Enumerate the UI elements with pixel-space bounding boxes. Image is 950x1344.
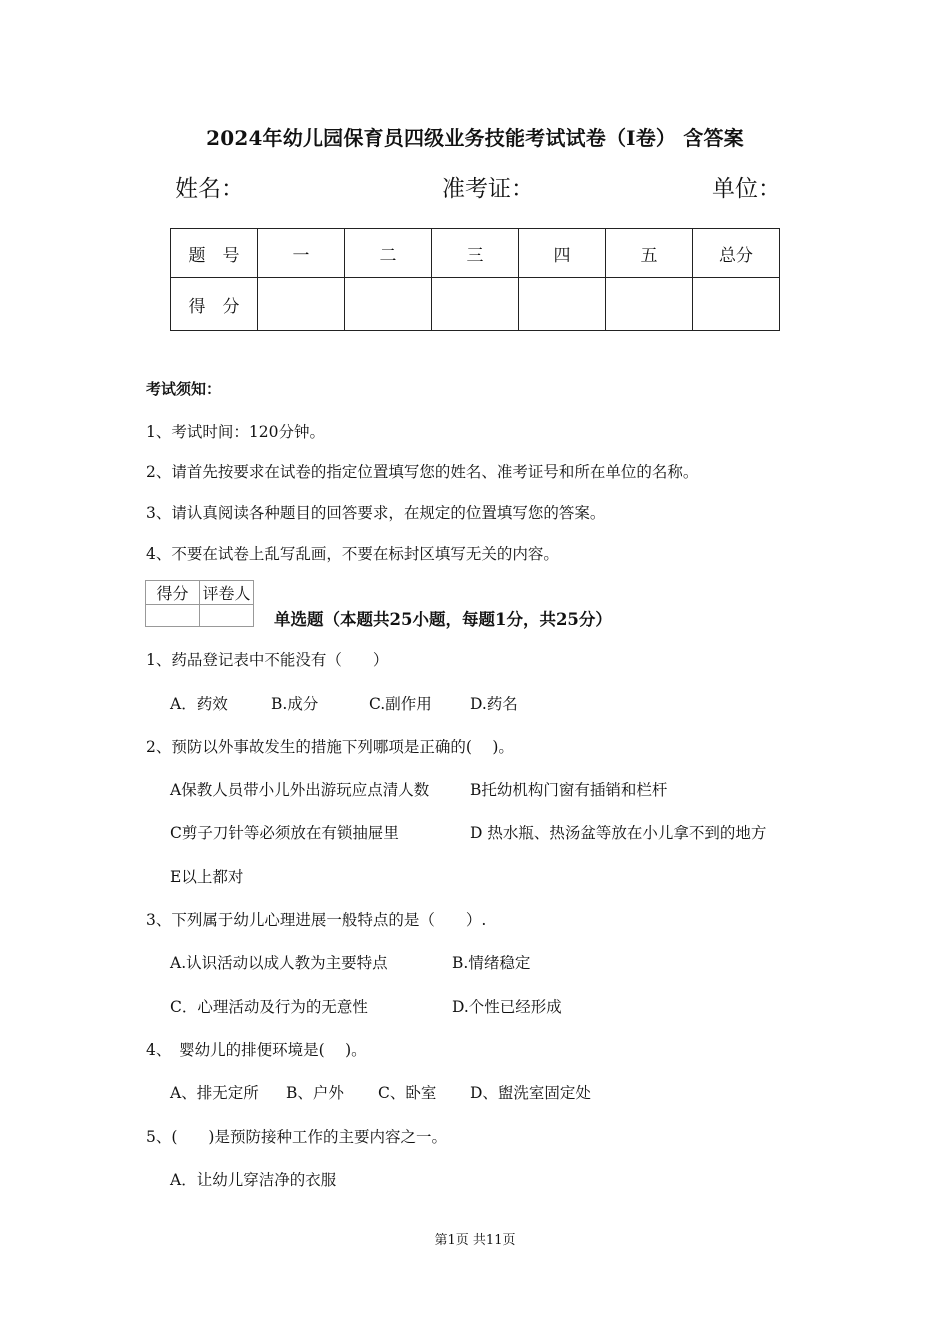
question-stem: 1、药品登记表中不能没有（ ）	[146, 651, 389, 669]
notice-item: 4、不要在试卷上乱写乱画，不要在标封区填写无关的内容。	[146, 545, 559, 563]
page-title: 2024年幼儿园保育员四级业务技能考试试卷（I卷） 含答案	[206, 126, 744, 150]
question-stem: 3、下列属于幼儿心理进展一般特点的是（ ）.	[146, 911, 487, 929]
score-cell[interactable]	[258, 278, 345, 331]
option-a: A．药效	[170, 695, 228, 713]
option-c: C剪子刀针等必须放在有锁抽屉里	[170, 824, 399, 842]
score-table-header-cell: 二	[345, 229, 432, 278]
score-table-header-cell: 题 号	[171, 229, 258, 278]
score-table	[170, 228, 780, 331]
score-table-header-cell: 四	[519, 229, 606, 278]
grader-name-label: 评卷人	[200, 581, 254, 605]
grader-box	[145, 580, 254, 627]
score-cell[interactable]	[606, 278, 693, 331]
name-field-label: 姓名：	[175, 176, 244, 202]
option-e: E以上都对	[170, 868, 244, 886]
option-c: C、卧室	[378, 1084, 437, 1102]
grader-score-cell[interactable]	[146, 605, 200, 627]
option-b: B.情绪稳定	[452, 954, 531, 972]
option-c: C．心理活动及行为的无意性	[170, 998, 368, 1016]
option-a: A、排无定所	[170, 1084, 259, 1102]
grader-name-cell[interactable]	[200, 605, 254, 627]
option-a: A.认识活动以成人教为主要特点	[170, 954, 388, 972]
exam-id-field-label: 准考证：	[442, 176, 534, 202]
option-b: B托幼机构门窗有插销和栏杆	[470, 781, 668, 799]
score-table-header-cell: 五	[606, 229, 693, 278]
notice-item: 1、考试时间：120分钟。	[146, 423, 325, 441]
question-stem: 4、 婴幼儿的排便环境是( )。	[146, 1041, 367, 1059]
score-cell[interactable]	[519, 278, 606, 331]
question-stem: 5、( )是预防接种工作的主要内容之一。	[146, 1128, 447, 1146]
question-stem: 2、预防以外事故发生的措施下列哪项是正确的( )。	[146, 738, 514, 756]
score-cell[interactable]	[693, 278, 780, 331]
option-b: B.成分	[271, 695, 319, 713]
notice-item: 2、请首先按要求在试卷的指定位置填写您的姓名、准考证号和所在单位的名称。	[146, 463, 699, 481]
score-table-score-row	[171, 278, 780, 331]
page-footer: 第1页 共11页	[434, 1233, 516, 1248]
option-d: D 热水瓶、热汤盆等放在小儿拿不到的地方	[470, 824, 767, 842]
score-row-label: 得 分	[171, 278, 258, 331]
option-b: B、户外	[286, 1084, 344, 1102]
notice-item: 3、请认真阅读各种题目的回答要求，在规定的位置填写您的答案。	[146, 504, 606, 522]
unit-field-label: 单位：	[712, 176, 781, 202]
score-table-header-row	[171, 229, 780, 278]
option-d: D.药名	[470, 695, 518, 713]
option-c: C.副作用	[369, 695, 432, 713]
score-table-header-cell: 三	[432, 229, 519, 278]
score-table-header-cell: 总分	[693, 229, 780, 278]
option-d: D、盥洗室固定处	[470, 1084, 591, 1102]
score-table-header-cell: 一	[258, 229, 345, 278]
section-title: 单选题（本题共25小题，每题1分，共25分）	[274, 610, 612, 629]
option-a: A保教人员带小儿外出游玩应点清人数	[170, 781, 430, 799]
score-cell[interactable]	[432, 278, 519, 331]
grader-score-label: 得分	[146, 581, 200, 605]
option-d: D.个性已经形成	[452, 998, 562, 1016]
option-a: A．让幼儿穿洁净的衣服	[170, 1171, 337, 1189]
score-cell[interactable]	[345, 278, 432, 331]
notice-heading: 考试须知：	[146, 380, 222, 398]
